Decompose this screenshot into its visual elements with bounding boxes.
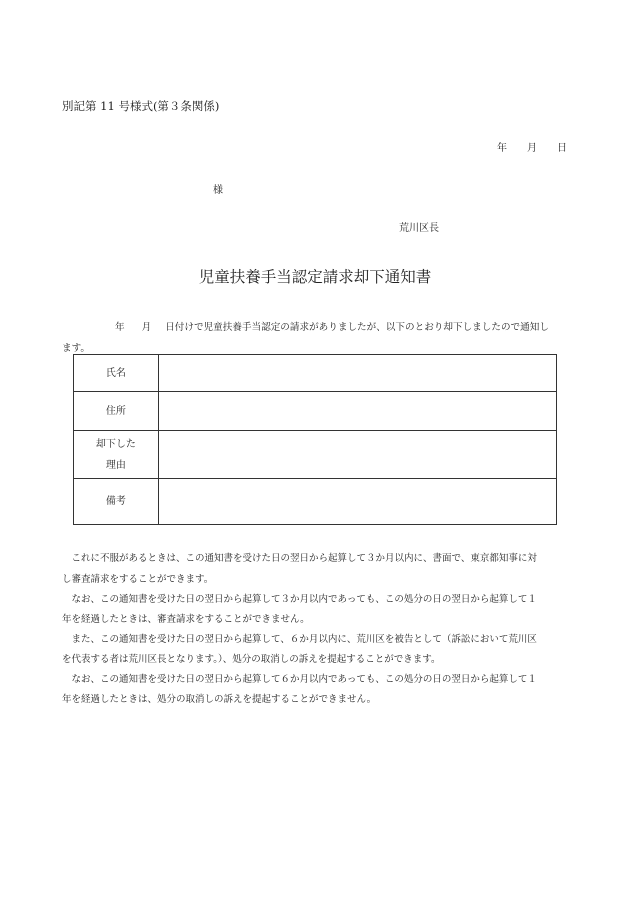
date-month-label: 月 [527, 143, 537, 154]
name-label: 氏名 [74, 355, 159, 392]
intro-month-label: 月 [141, 322, 152, 333]
note-1-line-1: これに不服があるときは、この通知書を受けた日の翌日から起算して３か月以内に、書面で、東京都知事に対 [71, 553, 537, 564]
note-1-line-2: し審査請求をすることができます。 [62, 574, 214, 585]
date-year-label: 年 [497, 143, 507, 154]
intro-line-1 [62, 319, 549, 333]
reason-label-line-1: 却下した [95, 438, 136, 450]
document-title: 児童扶養手当認定請求却下通知書 [198, 268, 432, 286]
note-4-line-2: 年を経過したときは、処分の取消しの訴えを提起することができません。 [62, 694, 377, 705]
reason-value-cell [158, 431, 556, 479]
note-4-line-1: なお、この通知書を受けた日の翌日から起算して６か月以内であっても、この処分の日の翌日から起算して１ [71, 674, 537, 685]
name-value-cell [158, 355, 556, 392]
intro-line-2: ます。 [62, 343, 91, 354]
remarks-value-cell [158, 479, 556, 525]
addressee-suffix: 様 [213, 185, 223, 196]
note-3-line-2: を代表する者は荒川区長となります。）、処分の取消しの訴えを提起することができます。 [62, 654, 441, 665]
intro-year-label: 年 [115, 322, 125, 333]
table-row-remarks [74, 479, 557, 525]
info-table [73, 354, 557, 525]
note-2-line-2: 年を経過したときは、審査請求をすることができません。 [62, 614, 310, 625]
intro-text: 日付けで児童扶養手当認定の請求がありましたが、以下のとおり却下しましたので通知し [165, 322, 549, 333]
date-day-label: 日 [557, 143, 567, 154]
address-value-cell [158, 392, 556, 431]
table-row-reason [74, 431, 557, 479]
note-2-line-1: なお、この通知書を受けた日の翌日から起算して３か月以内であっても、この処分の日の翌日から起算して１ [71, 594, 537, 605]
table-row-name [74, 355, 557, 392]
reason-label-line-2: 理由 [105, 459, 126, 471]
table-row-address [74, 392, 557, 431]
note-3-line-1: また、この通知書を受けた日の翌日から起算して、６か月以内に、荒川区を被告として（訴訟において荒川区 [71, 634, 537, 645]
remarks-label: 備考 [74, 479, 159, 525]
sender-name: 荒川区長 [399, 223, 439, 234]
form-number-label: 別記第 11 号様式(第３条関係) [62, 99, 220, 113]
reason-label [74, 431, 159, 479]
address-label: 住所 [74, 392, 159, 431]
